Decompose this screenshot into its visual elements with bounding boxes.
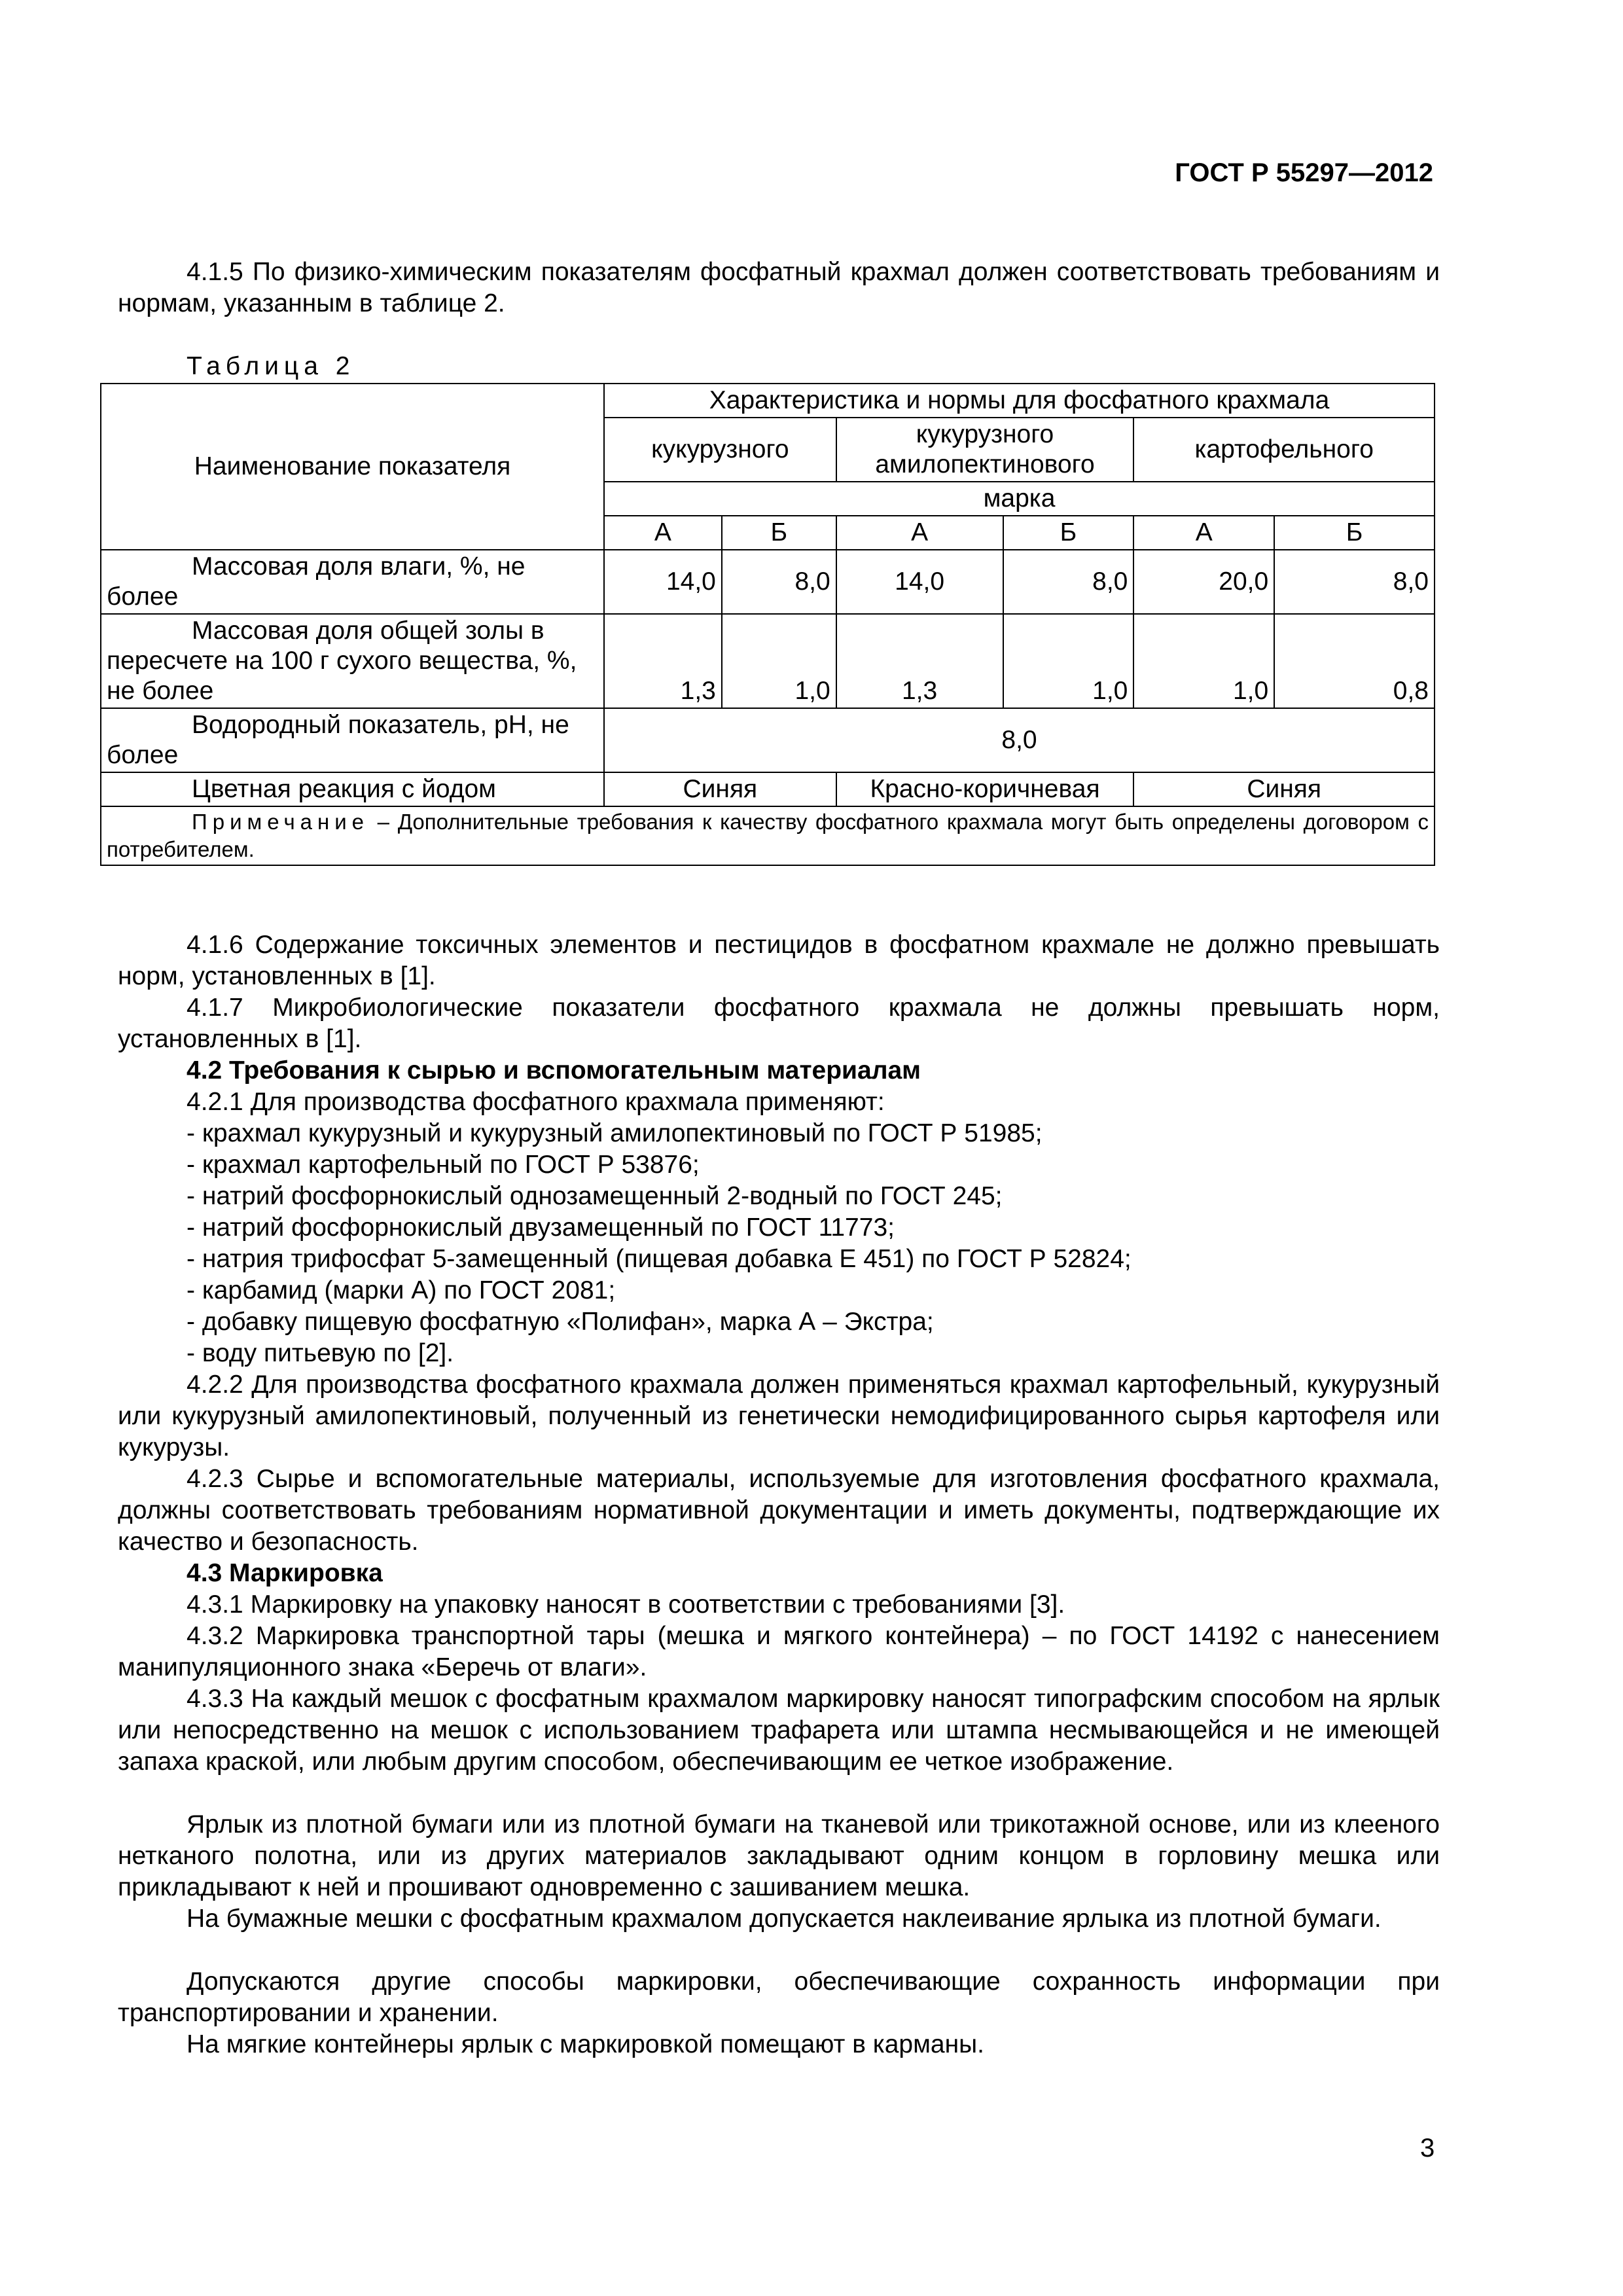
value-cell: 8,0: [1274, 550, 1435, 614]
grade-cell: Б: [1003, 516, 1134, 550]
list-item: - крахмал кукурузный и кукурузный амилопектиновый по ГОСТ Р 51985;: [187, 1119, 1043, 1147]
paragraph-paper-bags: На бумажные мешки с фосфатным крахмалом допускается наклеивание ярлыка из плотной бумаги.: [187, 1905, 1382, 1933]
grade-cell: А: [1133, 516, 1274, 550]
row-name: Массовая доля общей золы в пересчете на 100 г сухого вещества, %, не более: [101, 614, 604, 708]
value-cell: 1,3: [836, 614, 1003, 708]
list-item: - натрий фосфорнокислый однозамещенный 2-водный по ГОСТ 245;: [187, 1182, 1003, 1210]
section-heading-4-2: 4.2 Требования к сырью и вспомогательным материалам: [187, 1056, 921, 1085]
table-row-iodine: [101, 772, 1435, 806]
paragraph-4-3-3: 4.3.3 На каждый мешок с фосфатным крахмалом маркировку наносят типографским способом на ярлык или непосредственно на мешок с использованием трафарета или штампа несмывающейся и не имеющей запаха краской, или любым другим способом, обеспечивающим ее четкое изображение.: [118, 1685, 1440, 1776]
list-item: - воду питьевую по [2].: [187, 1339, 454, 1367]
value-cell-all: 8,0: [604, 708, 1435, 772]
value-cell: 8,0: [722, 550, 836, 614]
paragraph-other-methods: Допускаются другие способы маркировки, обеспечивающие сохранность информации при транспортировании и хранении.: [118, 1967, 1440, 2027]
table-row-ash: [101, 614, 1435, 708]
section-heading-4-3: 4.3 Маркировка: [187, 1559, 383, 1587]
paragraph-4-1-7: 4.1.7 Микробиологические показатели фосфатного крахмала не должны превышать норм, установленных в [1].: [118, 994, 1440, 1053]
value-cell: 1,3: [604, 614, 722, 708]
group-header: Характеристика и нормы для фосфатного крахмала: [604, 384, 1435, 418]
table-row-ph: [101, 708, 1435, 772]
list-item: - карбамид (марки А) по ГОСТ 2081;: [187, 1276, 616, 1304]
table-note: [101, 806, 1435, 865]
value-cell: 14,0: [836, 550, 1003, 614]
value-cell: 20,0: [1133, 550, 1274, 614]
value-cell-group: Синяя: [604, 772, 836, 806]
paragraph-soft-containers: На мягкие контейнеры ярлык с маркировкой помещают в карманы.: [187, 2030, 985, 2058]
grade-cell: Б: [1274, 516, 1435, 550]
paragraph-4-2-2: 4.2.2 Для производства фосфатного крахмала должен применяться крахмал картофельный, кукурузный или кукурузный амилопектиновый, полученный из генетически немодифицированного сырья картофеля или кукурузы.: [118, 1371, 1440, 1462]
starch-type-potato: картофельного: [1133, 418, 1435, 482]
value-cell: 1,0: [1003, 614, 1134, 708]
value-cell-group: Синяя: [1133, 772, 1435, 806]
col-name-header: Наименование показателя: [101, 384, 604, 550]
table-caption: Таблица 2: [187, 352, 355, 380]
table-header-row-1: [101, 384, 1435, 418]
list-item: - натрия трифосфат 5-замещенный (пищевая добавка Е 451) по ГОСТ Р 52824;: [187, 1245, 1132, 1273]
grade-cell: Б: [722, 516, 836, 550]
note-label: Примечание: [192, 810, 370, 834]
starch-type-corn: кукурузного: [604, 418, 836, 482]
paragraph-label-info: Ярлык из плотной бумаги или из плотной бумаги на тканевой или трикотажной основе, или из клееного нетканого полотна, или из других материалов закладывают одним концом в горловину мешка или прикладывают к ней и прошивают одновременно с зашиванием мешка.: [118, 1810, 1440, 1901]
list-item: - добавку пищевую фосфатную «Полифан», марка А – Экстра;: [187, 1308, 934, 1336]
note-text: – Дополнительные требования к качеству фосфатного крахмала могут быть определены договором с потребителем.: [107, 810, 1429, 861]
paragraph-4-1-5: 4.1.5 По физико-химическим показателям фосфатный крахмал должен соответствовать требованиям и нормам, указанным в таблице 2.: [118, 258, 1440, 317]
row-name: Массовая доля влаги, %, не более: [101, 550, 604, 614]
grade-cell: А: [604, 516, 722, 550]
value-cell-group: Красно-коричневая: [836, 772, 1134, 806]
paragraph-4-1-6: 4.1.6 Содержание токсичных элементов и пестицидов в фосфатном крахмале не должно превышать норм, установленных в [1].: [118, 931, 1440, 990]
paragraph-4-2-3: 4.2.3 Сырье и вспомогательные материалы, используемые для изготовления фосфатного крахмала, должны соответствовать требованиям нормативной документации и иметь документы, подтверждающие их качество и безопасность.: [118, 1465, 1440, 1556]
grade-cell: А: [836, 516, 1003, 550]
paragraph-4-2-1: 4.2.1 Для производства фосфатного крахмала применяют:: [187, 1088, 885, 1116]
list-item: - натрий фосфорнокислый двузамещенный по ГОСТ 11773;: [187, 1213, 895, 1242]
value-cell: 1,0: [1133, 614, 1274, 708]
list-item: - крахмал картофельный по ГОСТ Р 53876;: [187, 1151, 700, 1179]
grade-header: марка: [604, 482, 1435, 516]
paragraph-4-3-2: 4.3.2 Маркировка транспортной тары (мешка и мягкого контейнера) – по ГОСТ 14192 с нанесением манипуляционного знака «Беречь от влаги».: [118, 1622, 1440, 1681]
value-cell: 14,0: [604, 550, 722, 614]
starch-type-corn-amylopectin: кукурузного амилопектинового: [836, 418, 1134, 482]
value-cell: 0,8: [1274, 614, 1435, 708]
page-number: 3: [1420, 2134, 1435, 2162]
table-row-moisture: [101, 550, 1435, 614]
value-cell: 8,0: [1003, 550, 1134, 614]
row-name: Водородный показатель, рН, не более: [101, 708, 604, 772]
table-note-row: [101, 806, 1435, 865]
value-cell: 1,0: [722, 614, 836, 708]
row-name: Цветная реакция с йодом: [101, 772, 604, 806]
paragraph-4-3-1: 4.3.1 Маркировку на упаковку наносят в соответствии с требованиями [3].: [187, 1590, 1065, 1619]
table-2: [100, 383, 1435, 866]
document-header: ГОСТ Р 55297—2012: [1175, 158, 1433, 187]
